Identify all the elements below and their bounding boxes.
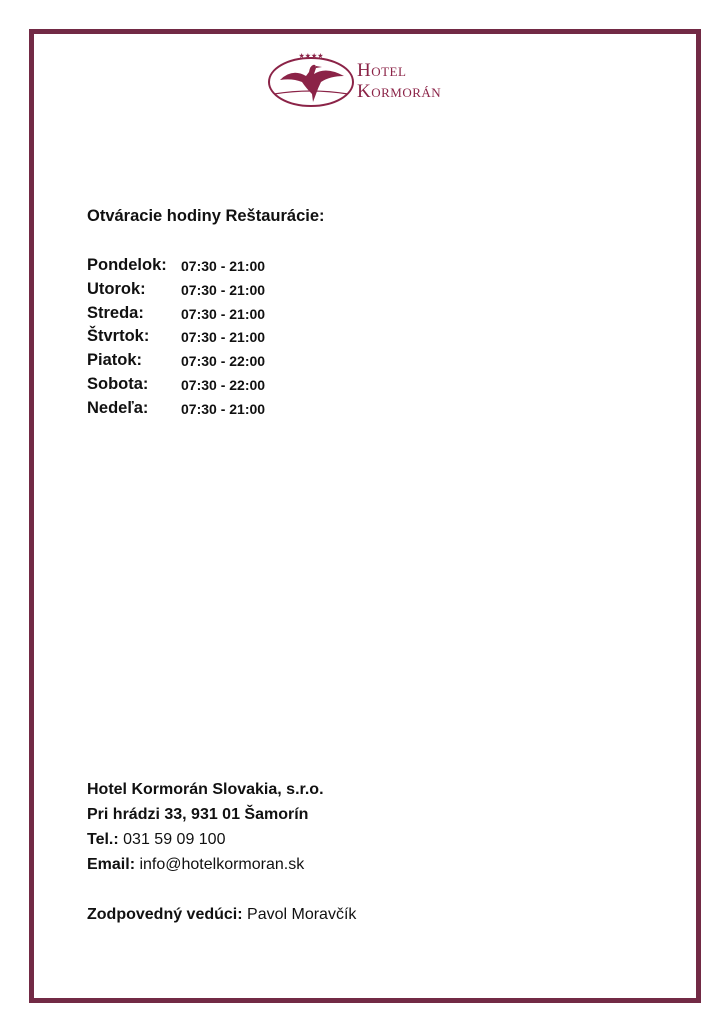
day-label: Piatok: bbox=[87, 351, 143, 370]
hours-row bbox=[87, 256, 347, 280]
phone-label: Tel.: bbox=[87, 831, 119, 848]
phone-value: 031 59 09 100 bbox=[123, 831, 226, 848]
day-label: Pondelok: bbox=[87, 256, 167, 274]
time-value: 07:30 - 22:00 bbox=[181, 353, 266, 370]
time-value: 07:30 - 21:00 bbox=[181, 281, 266, 298]
hotel-logo bbox=[266, 50, 476, 110]
day-label: Štvrtok: bbox=[87, 327, 150, 346]
day-label: Utorok: bbox=[87, 279, 146, 298]
logo-line-2: Kormorán bbox=[357, 81, 442, 102]
time-value: 07:30 - 21:00 bbox=[181, 258, 266, 274]
email-line bbox=[87, 852, 324, 877]
logo-line-1: Hotel bbox=[357, 60, 407, 81]
time-value: 07:30 - 21:00 bbox=[181, 329, 266, 346]
phone-line bbox=[87, 827, 324, 852]
hours-row bbox=[87, 351, 347, 375]
stars: ★★★★ bbox=[298, 52, 324, 60]
day-label: Sobota: bbox=[87, 374, 149, 393]
day-label: Nedeľa: bbox=[87, 398, 149, 417]
time-value: 07:30 - 21:00 bbox=[181, 305, 266, 322]
hours-row bbox=[87, 304, 347, 328]
company-address: Pri hrádzi 33, 931 01 Šamorín bbox=[87, 806, 309, 823]
time-value: 07:30 - 21:00 bbox=[181, 400, 266, 417]
hours-row bbox=[87, 375, 347, 399]
hours-row bbox=[87, 327, 347, 351]
contact-block bbox=[87, 777, 324, 877]
manager-line bbox=[87, 906, 356, 924]
page-title: Otváracie hodiny Reštaurácie: bbox=[87, 207, 325, 225]
cormorant-emblem-icon bbox=[266, 50, 356, 110]
day-label: Streda: bbox=[87, 303, 144, 322]
hours-row bbox=[87, 399, 347, 423]
opening-hours-list bbox=[87, 256, 347, 423]
email-label: Email: bbox=[87, 856, 136, 873]
company-name: Hotel Kormorán Slovakia, s.r.o. bbox=[87, 781, 324, 798]
manager-label: Zodpovedný vedúci: bbox=[87, 906, 243, 923]
hours-row bbox=[87, 280, 347, 304]
time-value: 07:30 - 22:00 bbox=[181, 376, 266, 393]
logo-wordmark bbox=[357, 60, 441, 102]
email-value: info@hotelkormoran.sk bbox=[139, 856, 305, 873]
manager-name: Pavol Moravčík bbox=[247, 906, 357, 923]
